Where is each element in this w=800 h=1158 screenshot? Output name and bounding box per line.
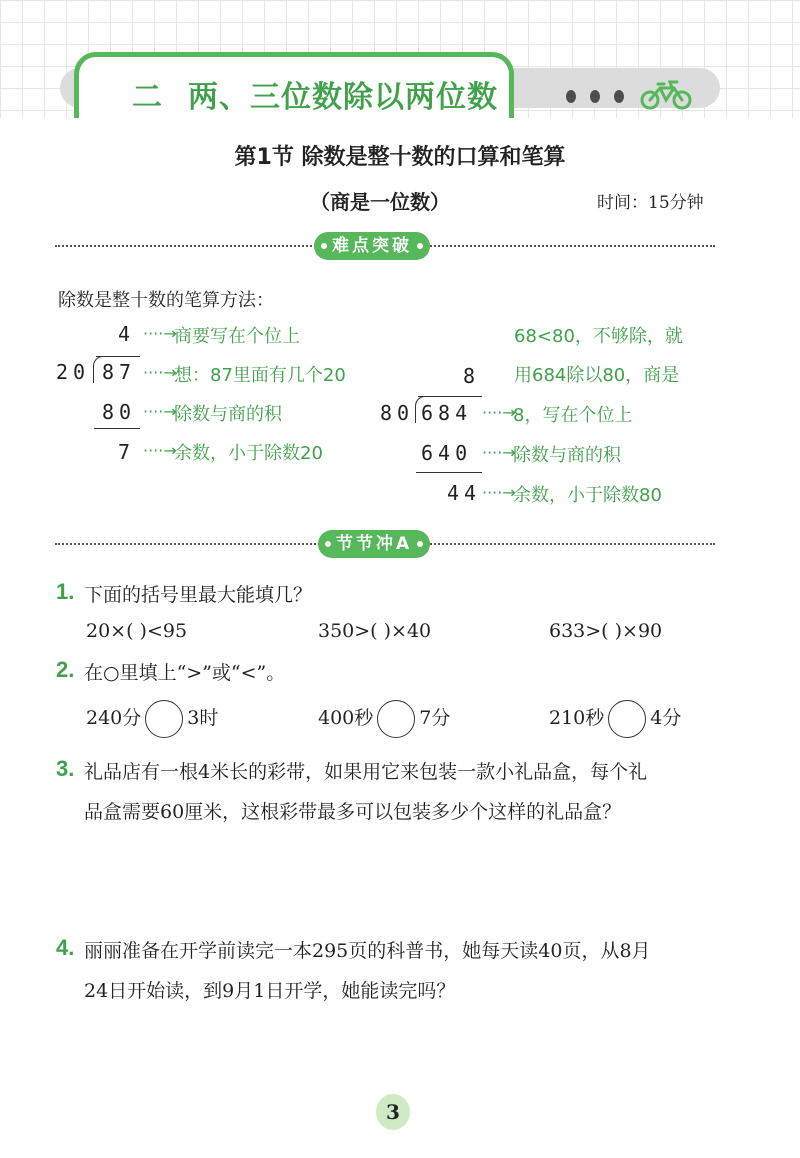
compare-circle[interactable] (145, 700, 183, 738)
question-number: 2. (56, 657, 75, 682)
section-title: 第1节 除数是整十数的口算和笔算 (234, 145, 566, 170)
arrow-icon: ····→ (143, 402, 177, 421)
fill-in-expression[interactable]: 350>( )×40 (318, 620, 432, 642)
time-limit: 时间：15分钟 (597, 193, 704, 213)
dot-icon (614, 90, 624, 103)
example2-product: 640 (421, 441, 473, 465)
arrow-icon: ····→ (143, 363, 177, 382)
compare-item (318, 700, 450, 738)
question-number: 1. (56, 579, 75, 604)
dot-icon (566, 90, 576, 103)
method-intro: 除数是整十数的笔算方法： (58, 290, 274, 311)
compare-left: 400秒 (318, 707, 374, 729)
example2-divisor: 80 (380, 401, 415, 425)
arrow-icon: ····→ (482, 443, 516, 462)
question-line: 24日开始读，到9月1日开学，她能读完吗？ (84, 980, 456, 1002)
example2-subtract-line (416, 472, 482, 473)
question-number: 3. (56, 756, 75, 781)
example2-note: 8，写在个位上 (513, 405, 633, 426)
practice-pill: 节节冲A (318, 530, 430, 558)
question-number: 4. (56, 935, 75, 960)
example1-note: 想：87里面有几个20 (174, 365, 346, 386)
example2-note: 余数，小于除数80 (513, 485, 662, 506)
example2-note: 除数与商的积 (513, 445, 621, 466)
example2-pre-note: 用684除以80，商是 (514, 365, 680, 386)
example1-remainder: 7 (118, 440, 136, 464)
arrow-icon: ····→ (143, 441, 177, 460)
compare-left: 210秒 (549, 707, 605, 729)
chapter-number: 二 (132, 80, 163, 115)
question-text: 下面的括号里最大能填几？ (84, 584, 313, 606)
chapter-title: 两、三位数除以两位数 (188, 80, 498, 115)
example1-divisor: 20 (56, 360, 91, 384)
dot-icon (590, 90, 600, 103)
example1-subtract-line (94, 428, 140, 429)
example1-note: 余数，小于除数20 (174, 443, 323, 464)
example2-quotient: 8 (463, 364, 481, 388)
bicycle-icon (640, 80, 692, 110)
fill-in-expression[interactable]: 633>( )×90 (549, 620, 663, 642)
question-line: 品盒需要60厘米，这根彩带最多可以包装多少个这样的礼品盒？ (84, 801, 622, 823)
difficulty-pill: 难点突破 (314, 232, 430, 260)
arrow-icon: ····→ (143, 324, 177, 343)
page-number: 3 (376, 1094, 410, 1130)
example1-dividend: 87 (102, 360, 137, 384)
compare-circle[interactable] (608, 700, 646, 738)
fill-in-expression[interactable]: 20×( )<95 (86, 620, 188, 642)
chapter-heading (132, 72, 498, 116)
example2-remainder: 44 (447, 481, 482, 505)
compare-right: 7分 (419, 707, 451, 729)
arrow-icon: ····→ (482, 403, 516, 422)
example2-pre-note: 68<80，不够除，就 (514, 326, 683, 347)
example2-dividend: 684 (421, 401, 473, 425)
example1-note: 除数与商的积 (174, 404, 282, 425)
example1-note: 商要写在个位上 (174, 326, 300, 347)
compare-right: 3时 (187, 707, 219, 729)
compare-left: 240分 (86, 707, 142, 729)
section-subtitle: （商是一位数） (310, 190, 450, 214)
question-line: 丽丽准备在开学前读完一本295页的科普书，她每天读40页，从8月 (84, 940, 651, 962)
example2-division-bar (418, 396, 482, 397)
arrow-icon: ····→ (482, 483, 516, 502)
example1-quotient: 4 (118, 322, 136, 346)
question-text: 在○里填上“>”或“<”。 (84, 662, 286, 684)
question-line: 礼品店有一根4米长的彩带，如果用它来包装一款小礼品盒，每个礼 (84, 761, 648, 783)
compare-right: 4分 (650, 707, 682, 729)
example1-product: 80 (102, 400, 137, 424)
compare-circle[interactable] (377, 700, 415, 738)
compare-item (549, 700, 681, 738)
compare-item (86, 700, 218, 738)
